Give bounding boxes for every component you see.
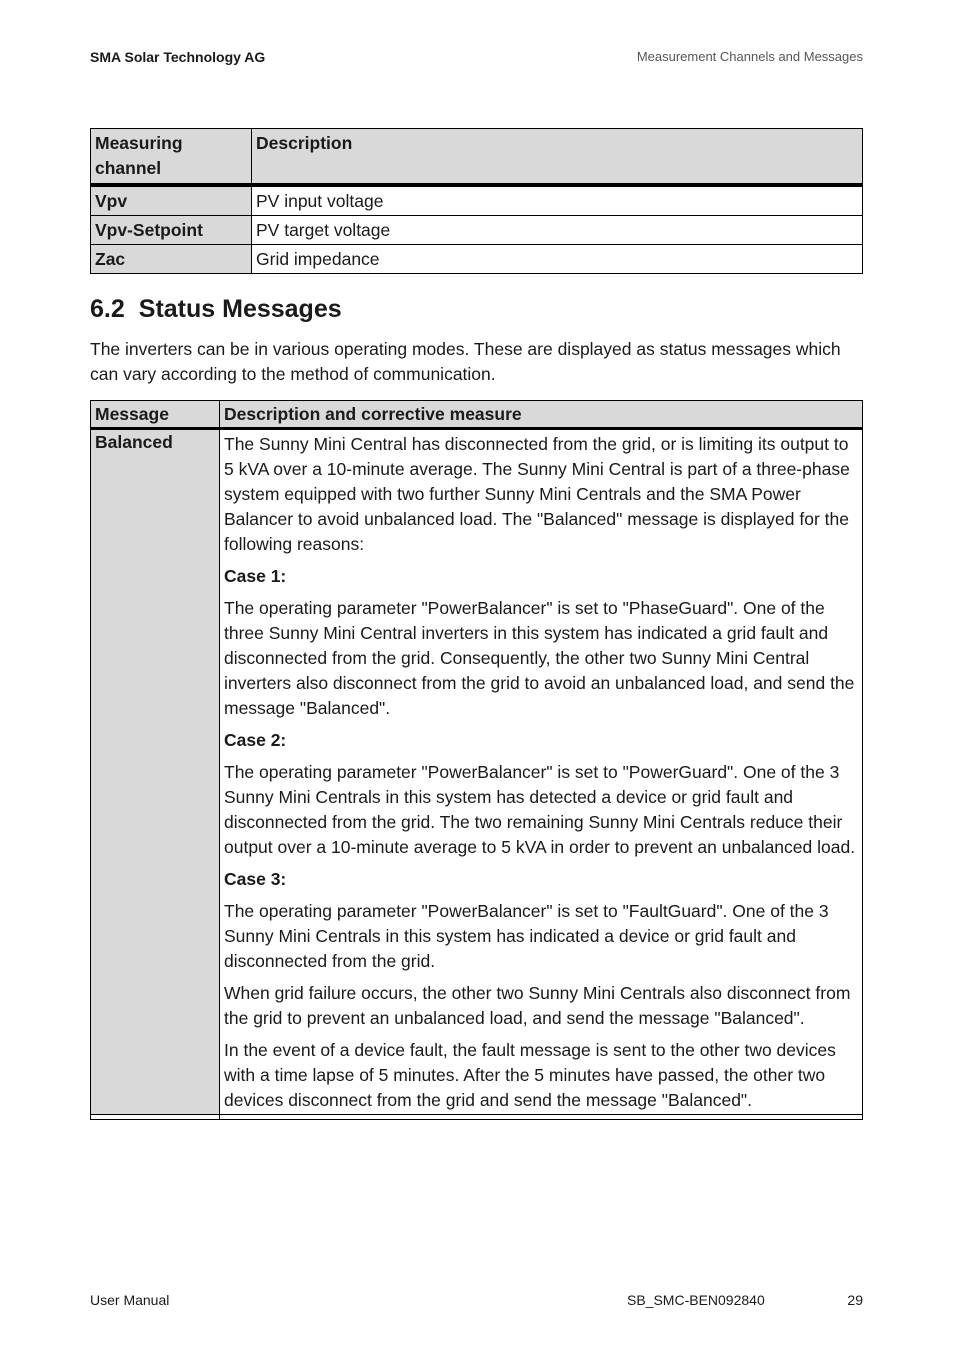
channel-description: PV input voltage xyxy=(252,185,863,216)
description-paragraph: When grid failure occurs, the other two Sunny Mini Centrals also disconnect from the grid to prevent an unbalanced load, and send the message "Balanced". xyxy=(224,983,851,1028)
description-paragraph: The operating parameter "PowerBalancer" is set to "PowerGuard". One of the 3 Sunny Mini Centrals in this system has detected a device or grid fault and disconnected from the grid. The two remaining Sunny Mini Centrals reduce their output over a 10-minute average to 5 kVA in order to prevent an unbalanced load. xyxy=(224,762,856,857)
table-row xyxy=(91,216,863,245)
channel-name: Zac xyxy=(91,245,252,274)
status-message-table xyxy=(90,400,863,1120)
page-footer xyxy=(90,1292,863,1312)
footer-document-id: SB_SMC-BEN092840 xyxy=(627,1292,765,1308)
channel-name: Vpv-Setpoint xyxy=(91,216,252,245)
spacer-cell xyxy=(91,1115,220,1120)
spacer-cell xyxy=(220,1115,863,1120)
case-label: Case 3: xyxy=(224,869,287,889)
header-measuring-channel: Measuring channel xyxy=(91,129,252,186)
description-paragraph: The Sunny Mini Central has disconnected from the grid, or is limiting its output to 5 kVA over a 10-minute average. The Sunny Mini Central is part of a three-phase system equipped with two further Sunny Mini Centrals and the SMA Power Balancer to avoid unbalanced load. The "Balanced" message is displayed for the following reasons: xyxy=(224,434,850,554)
section-number: 6.2 xyxy=(90,295,125,323)
case-label: Case 2: xyxy=(224,730,287,750)
description-paragraph: The operating parameter "PowerBalancer" is set to "PhaseGuard". One of the three Sunny Mini Central inverters in this system has indicated a grid fault and disconnected from the grid. Consequently, the other two Sunny Mini Central inverters also disconnect from the grid to avoid an unbalanced load, and send the message "Balanced". xyxy=(224,598,855,718)
header-description-corrective: Description and corrective measure xyxy=(220,401,863,429)
company-name: SMA Solar Technology AG xyxy=(90,49,266,65)
header-description: Description xyxy=(252,129,863,186)
table-row xyxy=(91,245,863,274)
table-spacer-row xyxy=(91,1115,863,1120)
chapter-title: Measurement Channels and Messages xyxy=(636,49,863,64)
page-number: 29 xyxy=(847,1292,863,1308)
channel-description: PV target voltage xyxy=(252,216,863,245)
channel-name: Vpv xyxy=(91,185,252,216)
message-name: Balanced xyxy=(91,429,220,1115)
measuring-channel-table xyxy=(90,128,863,274)
table-header-row xyxy=(91,129,863,186)
header-message: Message xyxy=(91,401,220,429)
channel-description: Grid impedance xyxy=(252,245,863,274)
section-title: Status Messages xyxy=(138,295,342,323)
table-row xyxy=(91,429,863,1115)
section-intro: The inverters can be in various operating modes. These are displayed as status messages which can vary according to the method of communication. xyxy=(90,339,841,384)
section-heading xyxy=(90,295,342,324)
table-row xyxy=(91,185,863,216)
description-paragraph: In the event of a device fault, the fault message is sent to the other two devices with a time lapse of 5 minutes. After the 5 minutes have passed, the other two devices disconnect from the grid and send the message "Balanced". xyxy=(224,1040,836,1110)
message-description xyxy=(220,429,863,1115)
case-label: Case 1: xyxy=(224,566,287,586)
description-paragraph: The operating parameter "PowerBalancer" is set to "FaultGuard". One of the 3 Sunny Mini Centrals in this system has indicated a device or grid fault and disconnected from the grid. xyxy=(224,901,829,971)
footer-manual-label: User Manual xyxy=(90,1292,170,1308)
page-header xyxy=(90,49,863,69)
table-header-row xyxy=(91,401,863,429)
